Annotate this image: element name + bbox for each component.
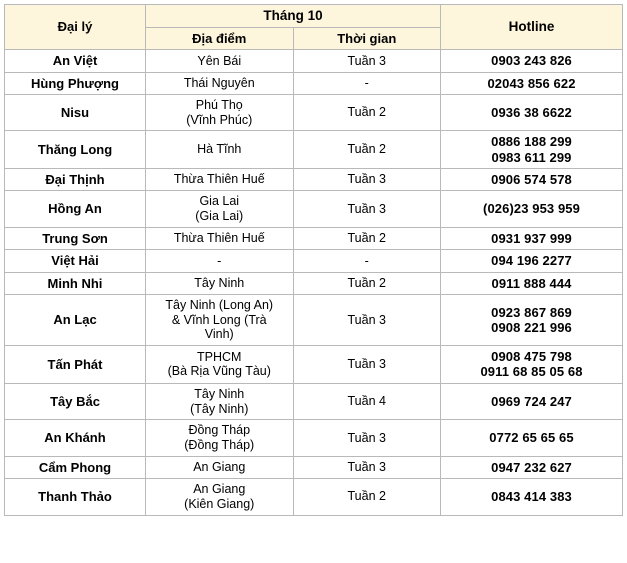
cell-agency: Hùng Phượng (5, 72, 146, 94)
cell-place (146, 272, 294, 294)
cell-agency: Việt Hải (5, 250, 146, 272)
table-header-row-1 (5, 5, 623, 28)
cell-place-line: Thái Nguyên (183, 75, 255, 90)
cell-place-line: (Bà Rịa Vũng Tàu) (167, 364, 271, 379)
column-header-agency: Đại lý (5, 5, 146, 50)
cell-agency: Trung Sơn (5, 227, 146, 249)
table-row (5, 227, 623, 249)
cell-place-line: Tây Ninh (194, 386, 245, 401)
cell-time: Tuần 2 (293, 227, 441, 249)
table-row (5, 72, 623, 94)
cell-place-line: Hà Tĩnh (197, 142, 242, 157)
table-row (5, 131, 623, 169)
cell-agency: Hồng An (5, 191, 146, 228)
cell-place (146, 346, 294, 384)
cell-agency: Tấn Phát (5, 346, 146, 384)
cell-place-line: Phú Thọ (195, 97, 243, 112)
cell-hotline (441, 250, 623, 272)
cell-time: Tuần 2 (293, 479, 441, 516)
cell-hotline (441, 94, 623, 131)
cell-agency: An Khánh (5, 420, 146, 457)
cell-time: Tuần 2 (293, 94, 441, 131)
cell-hotline-line: 0772 65 65 65 (489, 430, 574, 446)
cell-hotline-line: 0911 888 444 (491, 275, 572, 291)
cell-hotline (441, 131, 623, 169)
cell-place (146, 72, 294, 94)
cell-place (146, 169, 294, 191)
cell-time: Tuần 3 (293, 169, 441, 191)
cell-hotline-line: 0886 188 299 (491, 134, 572, 150)
cell-place-line: & Vĩnh Long (Trà (171, 312, 267, 327)
cell-place-line: Thừa Thiên Huế (173, 172, 265, 187)
cell-place (146, 131, 294, 169)
cell-place-line: - (217, 253, 222, 268)
table-row (5, 383, 623, 420)
cell-hotline (441, 227, 623, 249)
column-header-hotline: Hotline (441, 5, 623, 50)
cell-place (146, 250, 294, 272)
cell-hotline-line: 0947 232 627 (491, 459, 572, 475)
cell-place (146, 456, 294, 478)
column-header-month: Tháng 10 (146, 5, 441, 28)
table-row (5, 479, 623, 516)
cell-time: Tuần 3 (293, 346, 441, 384)
table-header (5, 5, 623, 50)
table-row (5, 456, 623, 478)
cell-time: Tuần 3 (293, 456, 441, 478)
cell-hotline (441, 346, 623, 384)
cell-hotline-line: 0969 724 247 (491, 393, 572, 409)
cell-place (146, 50, 294, 72)
cell-hotline (441, 50, 623, 72)
cell-hotline-line: 0908 475 798 (491, 349, 572, 365)
cell-place-line: (Vĩnh Phúc) (186, 112, 253, 127)
table-row (5, 294, 623, 345)
cell-time: Tuần 2 (293, 131, 441, 169)
cell-hotline (441, 191, 623, 228)
table-row (5, 169, 623, 191)
cell-agency: Minh Nhi (5, 272, 146, 294)
agency-schedule-table (4, 4, 623, 516)
cell-place-line: (Tây Ninh) (190, 401, 249, 416)
cell-place (146, 479, 294, 516)
cell-agency: Nisu (5, 94, 146, 131)
cell-hotline-line: (026)23 953 959 (483, 201, 580, 217)
cell-agency: Cẩm Phong (5, 456, 146, 478)
table-body (5, 50, 623, 515)
table-row (5, 250, 623, 272)
cell-place-line: (Đồng Tháp) (184, 438, 255, 453)
cell-place (146, 420, 294, 457)
cell-hotline-line: 0843 414 383 (491, 489, 572, 505)
cell-place-line: An Giang (193, 482, 246, 497)
table-row (5, 94, 623, 131)
column-header-place: Địa điểm (146, 27, 294, 49)
cell-hotline (441, 420, 623, 457)
cell-place-line: Vinh) (204, 327, 234, 342)
cell-hotline (441, 456, 623, 478)
cell-hotline-line: 0908 221 996 (491, 320, 572, 335)
cell-agency: An Việt (5, 50, 146, 72)
table-row (5, 191, 623, 228)
cell-place-line: (Kiên Giang) (184, 496, 255, 511)
cell-place-line: Thừa Thiên Huế (173, 231, 265, 246)
cell-agency: Tây Bắc (5, 383, 146, 420)
cell-place (146, 94, 294, 131)
cell-time: Tuần 2 (293, 272, 441, 294)
table-row (5, 346, 623, 384)
cell-hotline-line: 0903 243 826 (491, 53, 572, 69)
cell-place-line: (Gia Lai) (195, 209, 244, 224)
cell-hotline (441, 272, 623, 294)
cell-time: Tuần 3 (293, 50, 441, 72)
cell-time: - (293, 72, 441, 94)
cell-hotline-line: 0931 937 999 (491, 230, 572, 246)
table-row (5, 420, 623, 457)
cell-time: - (293, 250, 441, 272)
cell-agency: Đại Thịnh (5, 169, 146, 191)
column-header-time: Thời gian (293, 27, 441, 49)
cell-hotline (441, 479, 623, 516)
cell-place-line: TPHCM (197, 349, 242, 364)
cell-hotline (441, 72, 623, 94)
cell-hotline (441, 383, 623, 420)
cell-hotline-line: 0906 574 578 (491, 172, 572, 188)
cell-place-line: Tây Ninh (Long An) (165, 297, 274, 312)
cell-place (146, 294, 294, 345)
cell-hotline-line: 0911 68 85 05 68 (480, 364, 583, 380)
cell-place (146, 191, 294, 228)
cell-place-line: Đồng Tháp (188, 423, 251, 438)
cell-hotline-line: 02043 856 622 (487, 75, 576, 91)
cell-agency: Thanh Thảo (5, 479, 146, 516)
cell-agency: An Lạc (5, 294, 146, 345)
cell-hotline-line: 0923 867 869 (491, 304, 572, 320)
cell-agency: Thăng Long (5, 131, 146, 169)
cell-place (146, 383, 294, 420)
cell-hotline-line: 0983 611 299 (491, 149, 572, 165)
cell-place (146, 227, 294, 249)
cell-time: Tuần 3 (293, 191, 441, 228)
cell-time: Tuần 3 (293, 420, 441, 457)
cell-hotline (441, 169, 623, 191)
cell-hotline-line: 094 196 2277 (491, 253, 572, 269)
cell-place-line: Tây Ninh (194, 275, 245, 290)
cell-place-line: Yên Bái (197, 53, 242, 68)
cell-place-line: Gia Lai (199, 194, 240, 209)
cell-time: Tuần 4 (293, 383, 441, 420)
cell-time: Tuần 3 (293, 294, 441, 345)
table-row (5, 50, 623, 72)
cell-hotline (441, 294, 623, 345)
cell-place-line: An Giang (193, 460, 246, 475)
table-row (5, 272, 623, 294)
cell-hotline-line: 0936 38 6622 (491, 104, 572, 120)
